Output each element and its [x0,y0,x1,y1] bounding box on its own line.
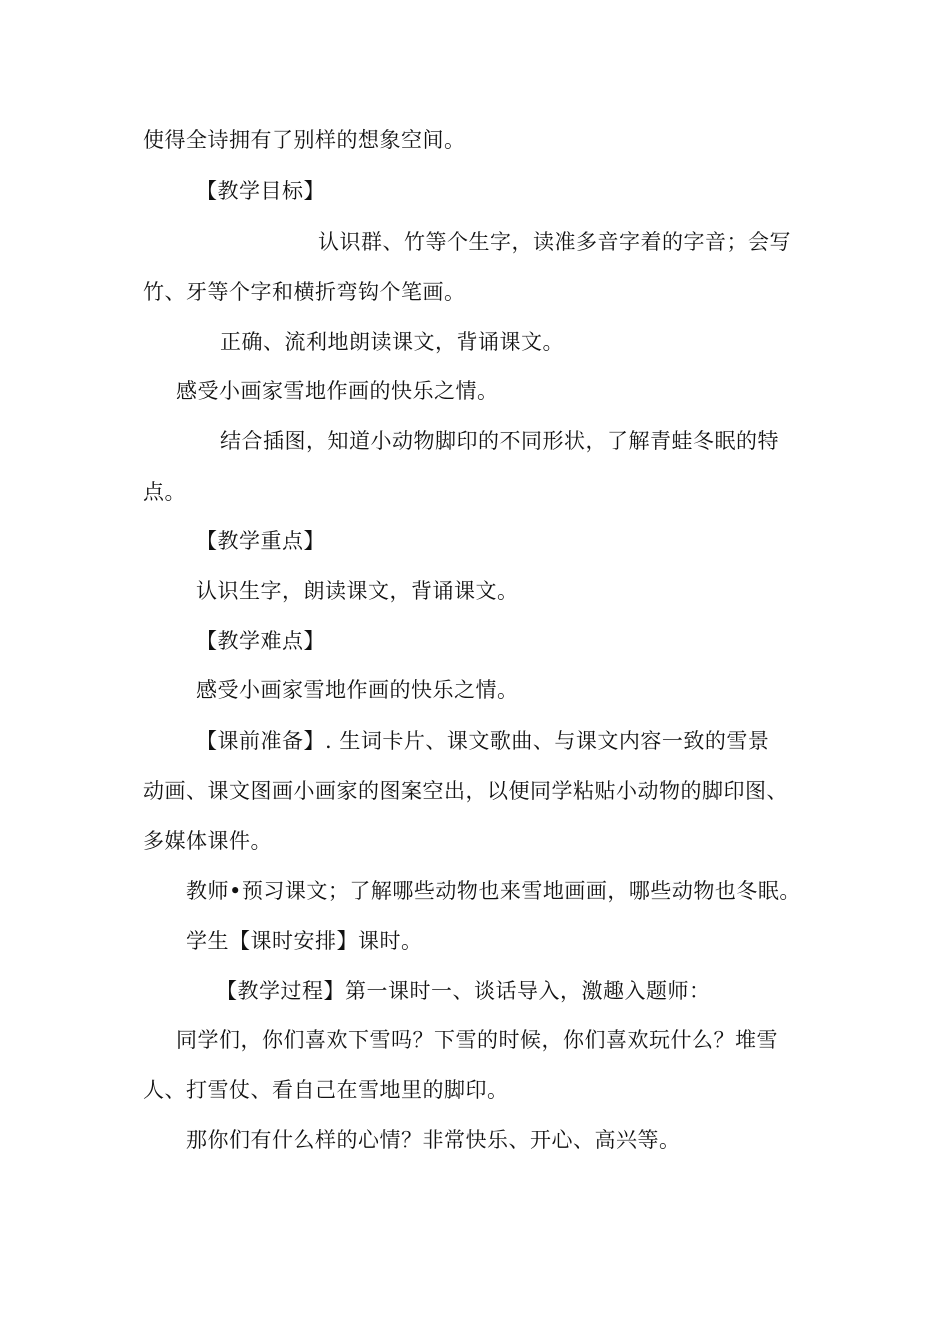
section-heading: 【教学重点】 [196,529,325,553]
text-line: 正确、流利地朗读课文，背诵课文。 [220,330,564,354]
text-line: 结合插图，知道小动物脚印的不同形状，了解青蛙冬眠的特 [220,429,779,453]
text-line: 【教学过程】第一课时一、谈话导入，激趣入题师： [216,979,711,1003]
section-heading: 【教学难点】 [196,629,325,653]
text-line: 那你们有什么样的心情？非常快乐、开心、高兴等。 [186,1128,681,1152]
text-line: 使得全诗拥有了别样的想象空间。 [143,128,466,152]
text-line: 学生【课时安排】课时。 [186,929,423,953]
text-line: 多媒体课件。 [143,829,272,853]
text-line: 点。 [143,480,186,504]
text-line: 竹、牙等个字和横折弯钩个笔画。 [143,280,466,304]
text-line: 人、打雪仗、看自己在雪地里的脚印。 [143,1078,509,1102]
text-line: 教师•预习课文；了解哪些动物也来雪地画画，哪些动物也冬眠。 [186,879,801,903]
text-line: 动画、课文图画小画家的图案空出，以便同学粘贴小动物的脚印图、 [143,779,788,803]
section-heading: 【教学目标】 [196,179,325,203]
text-line: 认识生字，朗读课文，背诵课文。 [196,579,519,603]
text-line: 【课前准备】. 生词卡片、课文歌曲、与课文内容一致的雪景 [196,729,770,753]
text-line: 感受小画家雪地作画的快乐之情。 [176,379,499,403]
text-line: 同学们，你们喜欢下雪吗？下雪的时候，你们喜欢玩什么？堆雪 [176,1028,778,1052]
text-line: 感受小画家雪地作画的快乐之情。 [196,678,519,702]
text-line: 认识群、竹等个生字，读准多音字着的字音；会写 [318,230,791,254]
